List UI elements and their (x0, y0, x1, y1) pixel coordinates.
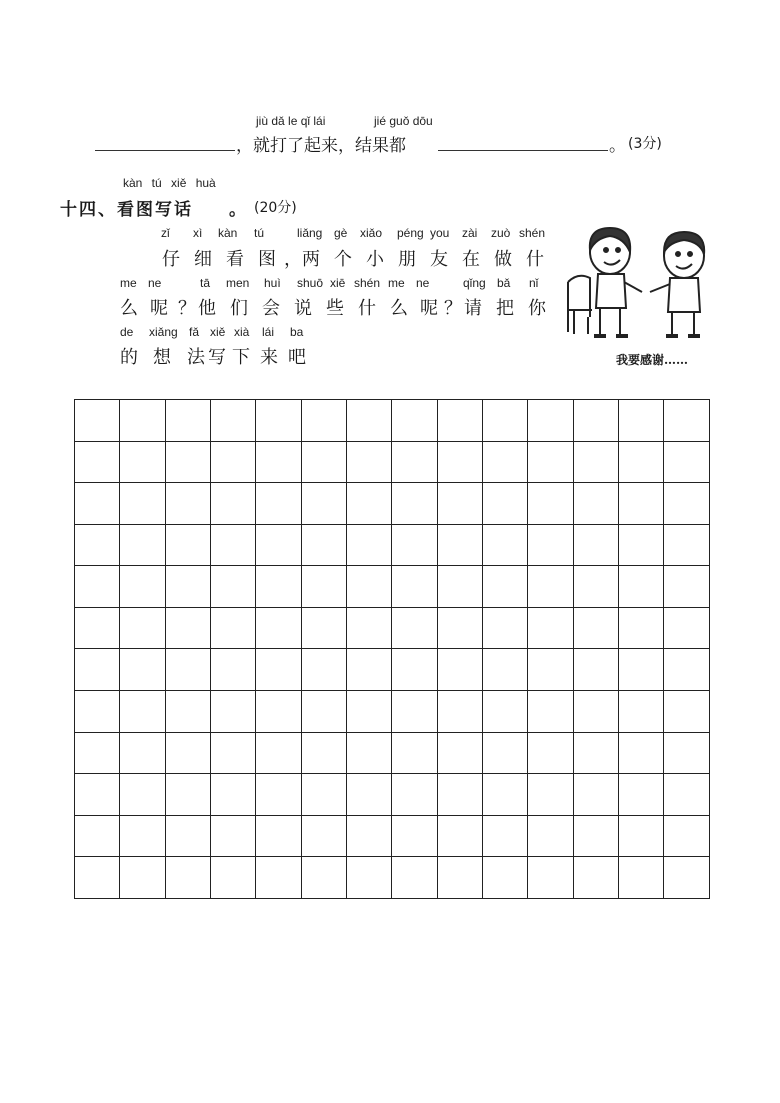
grid-cell[interactable] (165, 649, 210, 691)
grid-cell[interactable] (301, 732, 346, 774)
grid-cell[interactable] (75, 607, 120, 649)
grid-cell[interactable] (120, 607, 165, 649)
grid-cell[interactable] (528, 524, 573, 566)
grid-cell[interactable] (347, 774, 392, 816)
prompt-char: 仔 (162, 249, 180, 270)
grid-cell[interactable] (165, 566, 210, 608)
prompt-char: ？ (178, 298, 196, 319)
prompt-char: 图 (258, 249, 276, 270)
prompt-char: 么 (120, 298, 138, 319)
grid-cell[interactable] (256, 566, 301, 608)
grid-cell[interactable] (211, 441, 256, 483)
grid-cell[interactable] (437, 732, 482, 774)
prompt-char: 呢 (420, 298, 438, 319)
grid-cell[interactable] (483, 441, 528, 483)
grid-cell[interactable] (301, 649, 346, 691)
grid-cell[interactable] (664, 815, 710, 857)
writing-grid[interactable] (74, 399, 710, 899)
grid-cell[interactable] (120, 857, 165, 899)
grid-cell[interactable] (619, 524, 664, 566)
pinyin-syllable: ne (416, 276, 430, 290)
grid-cell[interactable] (256, 400, 301, 442)
pinyin-syllable: qǐng (463, 276, 486, 290)
q13-blank-2[interactable] (438, 150, 608, 151)
grid-cell[interactable] (301, 774, 346, 816)
q13-pinyin-b: jié guǒ dōu (374, 114, 433, 128)
picture-caption: 我要感谢…… (616, 353, 689, 367)
grid-cell[interactable] (483, 524, 528, 566)
two-boys-illustration (560, 222, 730, 352)
grid-cell[interactable] (619, 857, 664, 899)
grid-cell[interactable] (664, 774, 710, 816)
grid-cell[interactable] (347, 815, 392, 857)
grid-cell[interactable] (301, 483, 346, 525)
pinyin-syllable: gè (334, 226, 348, 240)
grid-cell[interactable] (528, 649, 573, 691)
grid-cell[interactable] (664, 732, 710, 774)
grid-cell[interactable] (120, 441, 165, 483)
prompt-char: 会 (262, 298, 280, 319)
pinyin-syllable: xiē (330, 276, 346, 290)
grid-cell[interactable] (437, 483, 482, 525)
grid-cell[interactable] (573, 400, 618, 442)
grid-cell[interactable] (528, 857, 573, 899)
prompt-char: 些 (326, 298, 344, 319)
grid-cell[interactable] (301, 400, 346, 442)
grid-cell[interactable] (347, 400, 392, 442)
pinyin-syllable: de (120, 325, 134, 339)
grid-cell[interactable] (619, 774, 664, 816)
grid-row (75, 483, 710, 525)
grid-row (75, 441, 710, 483)
grid-cell[interactable] (483, 649, 528, 691)
grid-cell[interactable] (392, 815, 437, 857)
grid-cell[interactable] (664, 566, 710, 608)
grid-cell[interactable] (347, 524, 392, 566)
grid-cell[interactable] (437, 400, 482, 442)
grid-cell[interactable] (664, 607, 710, 649)
pinyin-syllable: shén (354, 276, 381, 290)
grid-cell[interactable] (619, 732, 664, 774)
grid-cell[interactable] (347, 441, 392, 483)
q13-pinyin-a: jiù dǎ le qǐ lái (256, 114, 326, 128)
prompt-char: ， (284, 249, 302, 270)
prompt-char: 说 (294, 298, 312, 319)
grid-cell[interactable] (528, 566, 573, 608)
pinyin-syllable: shuō (297, 276, 324, 290)
grid-cell[interactable] (437, 857, 482, 899)
grid-cell[interactable] (483, 566, 528, 608)
grid-cell[interactable] (347, 483, 392, 525)
prompt-char: 两 (302, 249, 320, 270)
grid-cell[interactable] (301, 691, 346, 733)
grid-cell[interactable] (165, 607, 210, 649)
prompt-char: 做 (494, 249, 512, 270)
pinyin-syllable: ba (290, 325, 304, 339)
prompt-char: 个 (334, 249, 352, 270)
pinyin-syllable: péng (397, 226, 424, 240)
grid-cell[interactable] (301, 607, 346, 649)
prompt-char: 想 (153, 347, 171, 368)
grid-cell[interactable] (573, 857, 618, 899)
prompt-char: 下 (232, 347, 250, 368)
grid-cell[interactable] (120, 815, 165, 857)
grid-cell[interactable] (392, 857, 437, 899)
grid-cell[interactable] (619, 691, 664, 733)
grid-row (75, 691, 710, 733)
pinyin-syllable: men (226, 276, 250, 290)
grid-cell[interactable] (664, 649, 710, 691)
grid-row (75, 774, 710, 816)
pinyin-syllable: lái (262, 325, 275, 339)
grid-cell[interactable] (573, 566, 618, 608)
grid-cell[interactable] (347, 732, 392, 774)
grid-row (75, 400, 710, 442)
grid-cell[interactable] (437, 524, 482, 566)
grid-cell[interactable] (664, 483, 710, 525)
prompt-char: 看 (226, 249, 244, 270)
grid-cell[interactable] (392, 649, 437, 691)
grid-cell[interactable] (573, 774, 618, 816)
grid-cell[interactable] (619, 815, 664, 857)
grid-cell[interactable] (165, 774, 210, 816)
pinyin-syllable: bǎ (497, 276, 511, 290)
grid-cell[interactable] (528, 691, 573, 733)
pinyin-syllable: me (388, 276, 405, 290)
grid-cell[interactable] (301, 815, 346, 857)
grid-cell[interactable] (211, 524, 256, 566)
grid-cell[interactable] (120, 400, 165, 442)
grid-cell[interactable] (483, 483, 528, 525)
grid-cell[interactable] (165, 857, 210, 899)
grid-cell[interactable] (619, 400, 664, 442)
grid-cell[interactable] (392, 691, 437, 733)
grid-cell[interactable] (528, 774, 573, 816)
pinyin-syllable: xiǎo (360, 226, 383, 240)
grid-cell[interactable] (256, 774, 301, 816)
grid-cell[interactable] (211, 732, 256, 774)
grid-row (75, 649, 710, 691)
grid-cell[interactable] (528, 483, 573, 525)
grid-cell[interactable] (573, 441, 618, 483)
grid-cell[interactable] (256, 607, 301, 649)
grid-cell[interactable] (437, 774, 482, 816)
grid-cell[interactable] (75, 566, 120, 608)
grid-cell[interactable] (301, 857, 346, 899)
grid-cell[interactable] (528, 607, 573, 649)
grid-cell[interactable] (75, 400, 120, 442)
grid-cell[interactable] (165, 691, 210, 733)
grid-cell[interactable] (211, 400, 256, 442)
grid-cell[interactable] (301, 524, 346, 566)
q13-text-a: ，就打了起来，结果都 (236, 136, 406, 156)
grid-cell[interactable] (256, 691, 301, 733)
grid-cell[interactable] (528, 400, 573, 442)
grid-cell[interactable] (256, 857, 301, 899)
grid-cell[interactable] (165, 441, 210, 483)
grid-row (75, 607, 710, 649)
grid-cell[interactable] (75, 732, 120, 774)
grid-cell[interactable] (256, 483, 301, 525)
grid-cell[interactable] (120, 483, 165, 525)
grid-cell[interactable] (211, 483, 256, 525)
grid-cell[interactable] (301, 441, 346, 483)
grid-cell[interactable] (437, 815, 482, 857)
pinyin-syllable: huì (264, 276, 281, 290)
pinyin-syllable: nǐ (529, 276, 539, 290)
pinyin-syllable: xì (193, 226, 203, 240)
grid-cell[interactable] (120, 566, 165, 608)
grid-cell[interactable] (573, 691, 618, 733)
grid-cell[interactable] (211, 815, 256, 857)
grid-cell[interactable] (619, 649, 664, 691)
grid-cell[interactable] (347, 691, 392, 733)
grid-cell[interactable] (256, 649, 301, 691)
grid-cell[interactable] (256, 524, 301, 566)
grid-cell[interactable] (211, 691, 256, 733)
grid-cell[interactable] (483, 691, 528, 733)
grid-cell[interactable] (573, 815, 618, 857)
grid-row (75, 566, 710, 608)
grid-cell[interactable] (483, 400, 528, 442)
q13-blank-1[interactable] (95, 150, 235, 151)
pinyin-syllable: xiǎng (149, 325, 178, 339)
grid-cell[interactable] (256, 815, 301, 857)
grid-cell[interactable] (573, 483, 618, 525)
grid-cell[interactable] (165, 524, 210, 566)
q13-text-b: 。 (609, 136, 626, 156)
pinyin-syllable: zài (462, 226, 478, 240)
grid-cell[interactable] (301, 566, 346, 608)
pinyin-syllable: zuò (491, 226, 511, 240)
grid-cell[interactable] (437, 607, 482, 649)
grid-cell[interactable] (165, 483, 210, 525)
grid-cell[interactable] (528, 732, 573, 774)
grid-row (75, 857, 710, 899)
grid-cell[interactable] (664, 400, 710, 442)
prompt-char: 么 (390, 298, 408, 319)
grid-cell[interactable] (75, 857, 120, 899)
prompt-char: 友 (430, 249, 448, 270)
grid-cell[interactable] (664, 691, 710, 733)
prompt-char: 什 (526, 249, 544, 270)
pinyin-syllable: you (430, 226, 450, 240)
prompt-char: 吧 (288, 347, 306, 368)
grid-cell[interactable] (120, 732, 165, 774)
q14-score: (20分) (254, 200, 297, 216)
grid-cell[interactable] (75, 483, 120, 525)
grid-cell[interactable] (256, 732, 301, 774)
grid-cell[interactable] (619, 483, 664, 525)
q14-heading: 十四、看图写话 (60, 200, 193, 220)
grid-cell[interactable] (573, 524, 618, 566)
pinyin-syllable: tú (254, 226, 265, 240)
grid-cell[interactable] (437, 566, 482, 608)
grid-cell[interactable] (75, 524, 120, 566)
prompt-char: 请 (464, 298, 482, 319)
grid-cell[interactable] (392, 441, 437, 483)
prompt-char: 法 (187, 347, 205, 368)
pinyin-syllable: tā (200, 276, 211, 290)
grid-cell[interactable] (619, 441, 664, 483)
grid-cell[interactable] (619, 607, 664, 649)
grid-cell[interactable] (75, 691, 120, 733)
prompt-char: 朋 (398, 249, 416, 270)
grid-row (75, 732, 710, 774)
grid-cell[interactable] (528, 441, 573, 483)
grid-row (75, 524, 710, 566)
grid-cell[interactable] (664, 524, 710, 566)
pinyin-syllable: liǎng (297, 226, 323, 240)
grid-cell[interactable] (165, 732, 210, 774)
grid-cell[interactable] (664, 441, 710, 483)
q14-heading-punct: 。 (229, 200, 246, 220)
grid-cell[interactable] (573, 607, 618, 649)
grid-cell[interactable] (392, 400, 437, 442)
grid-cell[interactable] (392, 732, 437, 774)
grid-cell[interactable] (483, 857, 528, 899)
grid-cell[interactable] (211, 566, 256, 608)
grid-cell[interactable] (165, 400, 210, 442)
pinyin-syllable: ne (148, 276, 162, 290)
prompt-char: 呢 (150, 298, 168, 319)
grid-cell[interactable] (437, 441, 482, 483)
pinyin-syllable: kàn (218, 226, 238, 240)
prompt-char: 们 (230, 298, 248, 319)
prompt-char: 细 (194, 249, 212, 270)
grid-cell[interactable] (437, 649, 482, 691)
grid-cell[interactable] (392, 483, 437, 525)
grid-cell[interactable] (165, 815, 210, 857)
pinyin-syllable: zǐ (161, 226, 170, 240)
grid-cell[interactable] (120, 524, 165, 566)
grid-cell[interactable] (483, 774, 528, 816)
grid-cell[interactable] (483, 607, 528, 649)
grid-cell[interactable] (256, 441, 301, 483)
pinyin-syllable: me (120, 276, 137, 290)
grid-cell[interactable] (347, 649, 392, 691)
pinyin-syllable: xiě (210, 325, 226, 339)
grid-cell[interactable] (483, 815, 528, 857)
pinyin-syllable: shén (519, 226, 546, 240)
grid-cell[interactable] (664, 857, 710, 899)
pinyin-syllable: xià (234, 325, 250, 339)
prompt-char: 写 (208, 347, 226, 368)
grid-cell[interactable] (392, 774, 437, 816)
grid-cell[interactable] (211, 857, 256, 899)
grid-cell[interactable] (528, 815, 573, 857)
grid-cell[interactable] (392, 607, 437, 649)
grid-row (75, 815, 710, 857)
q13-score: (3分) (628, 136, 662, 152)
grid-cell[interactable] (347, 607, 392, 649)
grid-cell[interactable] (347, 857, 392, 899)
grid-cell[interactable] (347, 566, 392, 608)
grid-cell[interactable] (211, 774, 256, 816)
grid-cell[interactable] (392, 566, 437, 608)
grid-cell[interactable] (573, 649, 618, 691)
grid-cell[interactable] (483, 732, 528, 774)
grid-cell[interactable] (573, 732, 618, 774)
writing-grid-table[interactable] (74, 399, 710, 899)
grid-cell[interactable] (392, 524, 437, 566)
prompt-char: 的 (120, 347, 138, 368)
grid-cell[interactable] (75, 649, 120, 691)
prompt-char: 在 (462, 249, 480, 270)
prompt-char: 来 (260, 347, 278, 368)
prompt-char: 把 (496, 298, 514, 319)
grid-cell[interactable] (75, 815, 120, 857)
prompt-char: 小 (366, 249, 384, 270)
prompt-char: 他 (198, 298, 216, 319)
prompt-char: ？ (444, 298, 462, 319)
grid-cell[interactable] (437, 691, 482, 733)
grid-cell[interactable] (120, 649, 165, 691)
grid-cell[interactable] (211, 649, 256, 691)
q14-heading-pinyin: kàn tú xiě huà (123, 176, 216, 190)
grid-cell[interactable] (75, 441, 120, 483)
pinyin-syllable: fǎ (189, 325, 200, 339)
grid-cell[interactable] (75, 774, 120, 816)
prompt-char: 你 (528, 298, 546, 319)
grid-cell[interactable] (211, 607, 256, 649)
grid-cell[interactable] (120, 691, 165, 733)
grid-cell[interactable] (120, 774, 165, 816)
prompt-char: 什 (358, 298, 376, 319)
grid-cell[interactable] (619, 566, 664, 608)
